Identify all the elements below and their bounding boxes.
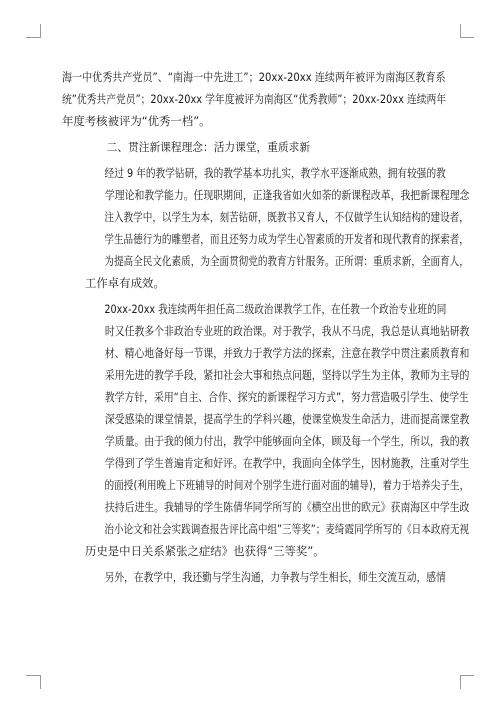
text-line: 教学方针，采用“自主、合作、探究的新课程学习方式”，努力营造吸引学生、使学生 bbox=[104, 390, 469, 404]
text-line: 经过 9 年的教学钻研，我的教学基本功扎实，教学水平逐渐成熟，拥有较强的教 bbox=[104, 166, 446, 180]
text-line: 采用先进的教学手段，紧扣社会大事和热点问题，坚持以学生为主体，教师为主导的 bbox=[104, 368, 470, 382]
text-line: 治小论文和社会实践调查报告评比高中组”三等奖”；麦绮霞同学所写的《日本政府无视 bbox=[104, 522, 470, 536]
crop-mark-bottom-right-v bbox=[460, 675, 461, 689]
section-heading bbox=[62, 136, 446, 158]
text-line: 学质量。由于我的倾力付出，教学中能够面向全体，顾及每一个学生，所以，我的教 bbox=[104, 434, 470, 448]
text-line: 历史是中日关系紧张之症结》也获得“三等奖”。 bbox=[85, 544, 325, 558]
paragraph bbox=[62, 162, 470, 294]
text-line: 学理论和教学能力。任现职期间，正逢我省如火如荼的新课程改革，我把新课程理念 bbox=[104, 188, 470, 202]
text-line: 二、贯注新课程理念：活力课堂，重质求新 bbox=[106, 140, 311, 154]
crop-mark-top-right-v bbox=[460, 24, 461, 38]
text-line: 为提高全民文化素质，为全面贯彻党的教育方针服务。正所谓：重质求新，全面育人， bbox=[104, 254, 469, 268]
text-line: 另外，在教学中，我还勤与学生沟通，力争教与学生相长，师生交流互动，感情 bbox=[104, 570, 446, 584]
crop-mark-top-right-h bbox=[460, 37, 474, 38]
crop-mark-bottom-right-h bbox=[460, 675, 474, 676]
crop-mark-top-left-h bbox=[26, 37, 40, 38]
text-line: 注入教学中，以学生为本，刻苦钻研，既教书又育人，不仅做学生认知结构的建设者， bbox=[104, 210, 469, 224]
text-line: 统”优秀共产党员”；20xx-20xx 学年度被评为南海区“优秀教师”；20xx-20xx 连续两年 bbox=[62, 92, 447, 106]
crop-mark-bottom-left-h bbox=[26, 675, 40, 676]
text-line: 工作卓有成效。 bbox=[85, 276, 165, 290]
paragraph bbox=[62, 66, 446, 132]
text-line: 时又任教多个非政治专业班的政治课。对于教学，我从不马虎，我总是认真地钻研教 bbox=[104, 324, 470, 338]
paragraph bbox=[62, 298, 470, 562]
text-line: 的面授(利用晚上下班辅导的时间对个别学生进行面对面的辅导)，着力于培养尖子生， bbox=[104, 478, 470, 492]
crop-mark-bottom-left-v bbox=[40, 675, 41, 689]
text-line: 扶持后进生。我辅导的学生陈倩华同学所写的《横空出世的欧元》获南海区中学生政 bbox=[104, 500, 470, 514]
text-line: 20xx-20xx 我连续两年担任高二级政治课教学工作，在任教一个政治专业班的同 bbox=[104, 302, 447, 316]
text-line: 深受感染的课堂情景，提高学生的学科兴趣，使课堂焕发生命活力，进而提高课堂教 bbox=[104, 412, 470, 426]
text-line: 年度考核被评为“优秀一档”。 bbox=[62, 114, 211, 128]
text-line: 海一中优秀共产党员”、“南海一中先进工”；20xx-20xx 连续两年被评为南海区教育系 bbox=[62, 70, 446, 84]
text-line: 材、精心地备好每一节课，并致力于教学方法的探索，注意在教学中贯注素质教育和 bbox=[104, 346, 470, 360]
paragraph bbox=[62, 566, 446, 588]
document-body bbox=[62, 66, 470, 588]
text-line: 学得到了学生普遍肯定和好评。在教学中，我面向全体学生，因材施教，注重对学生 bbox=[104, 456, 470, 470]
text-line: 学生品德行为的雕塑者，而且还努力成为学生心智素质的开发者和现代教育的探索者， bbox=[104, 232, 469, 246]
crop-mark-top-left-v bbox=[40, 24, 41, 38]
